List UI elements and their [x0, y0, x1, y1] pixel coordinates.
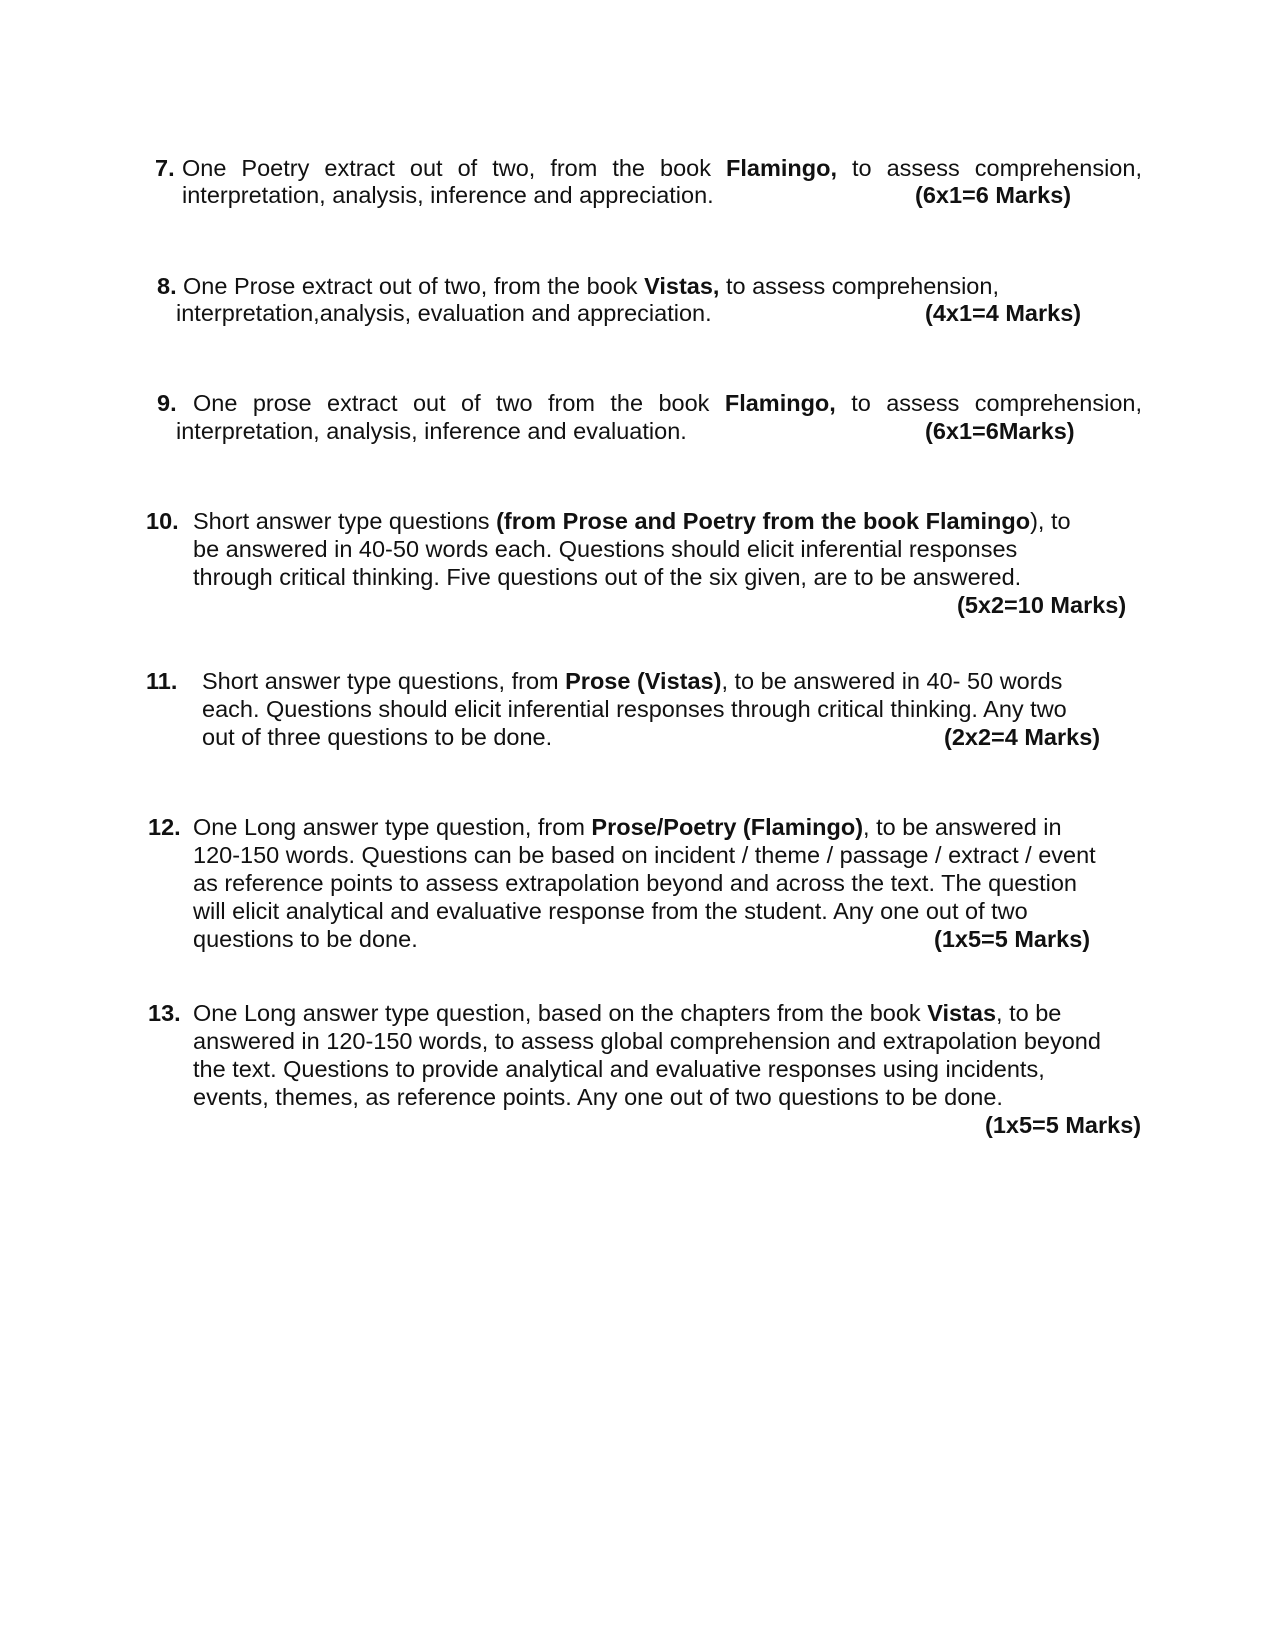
- marks-label: (1x5=5 Marks): [985, 1112, 1142, 1138]
- item-line: One Long answer type question, based on the chapters from the book Vistas, to be: [193, 1000, 1062, 1026]
- item-number: 9.: [157, 390, 177, 416]
- marks-label: (4x1=4 Marks): [925, 300, 1082, 326]
- item-line: questions to be done.: [193, 926, 418, 952]
- marks-label: (6x1=6 Marks): [915, 182, 1072, 208]
- book-title: Vistas,: [644, 273, 720, 299]
- marks-label: (6x1=6Marks): [925, 418, 1075, 444]
- item-line: through critical thinking. Five questions out of the six given, are to be answered.: [193, 564, 1022, 590]
- item-line: the text. Questions to provide analytical and evaluative responses using incidents,: [193, 1056, 1045, 1082]
- item-number: 10.: [146, 508, 179, 534]
- book-title: Flamingo,: [724, 390, 836, 416]
- item-line: One Long answer type question, from Prose/Poetry (Flamingo), to be answered in: [193, 814, 1062, 840]
- item-number: 11.: [146, 668, 178, 694]
- item-line: be answered in 40-50 words each. Questions should elicit inferential responses: [193, 536, 1018, 562]
- book-title: Vistas: [927, 1000, 997, 1026]
- marks-label: (2x2=4 Marks): [944, 724, 1101, 750]
- book-title: (from Prose and Poetry from the book Flamingo: [496, 508, 1031, 534]
- item-line: as reference points to assess extrapolation beyond and across the text. The question: [193, 870, 1077, 896]
- item-line: will elicit analytical and evaluative response from the student. Any one out of two: [193, 898, 1028, 924]
- item-line: each. Questions should elicit inferential responses through critical thinking. Any two: [202, 696, 1067, 722]
- marks-label: (1x5=5 Marks): [934, 926, 1091, 952]
- item-line: out of three questions to be done.: [202, 724, 553, 750]
- item-line: answered in 120-150 words, to assess global comprehension and extrapolation beyond: [193, 1028, 1101, 1054]
- item-line: One Prose extract out of two, from the book Vistas, to assess comprehension,: [183, 273, 999, 299]
- item-number: 8.: [157, 273, 177, 299]
- item-line: One Poetry extract out of two, from the book Flamingo, to assess comprehension,: [182, 155, 1142, 181]
- item-line: Short answer type questions (from Prose and Poetry from the book Flamingo), to: [193, 508, 1071, 534]
- item-number: 7.: [155, 155, 175, 181]
- item-number: 13.: [148, 1000, 181, 1026]
- book-title: Flamingo,: [726, 155, 837, 181]
- marks-label: (5x2=10 Marks): [957, 592, 1127, 618]
- item-line: events, themes, as reference points. Any one out of two questions to be done.: [193, 1084, 1003, 1110]
- item-line: 120-150 words. Questions can be based on incident / theme / passage / extract / event: [193, 842, 1096, 868]
- book-title: Prose/Poetry (Flamingo): [591, 814, 864, 840]
- item-line: Short answer type questions, from Prose (Vistas), to be answered in 40- 50 words: [202, 668, 1063, 694]
- item-line: interpretation, analysis, inference and evaluation.: [176, 418, 687, 444]
- book-title: Prose (Vistas): [565, 668, 722, 694]
- item-line: One prose extract out of two from the book Flamingo, to assess comprehension,: [193, 390, 1142, 416]
- item-line: interpretation,analysis, evaluation and appreciation.: [176, 300, 712, 326]
- item-line: interpretation, analysis, inference and appreciation.: [182, 182, 714, 208]
- item-number: 12.: [148, 814, 181, 840]
